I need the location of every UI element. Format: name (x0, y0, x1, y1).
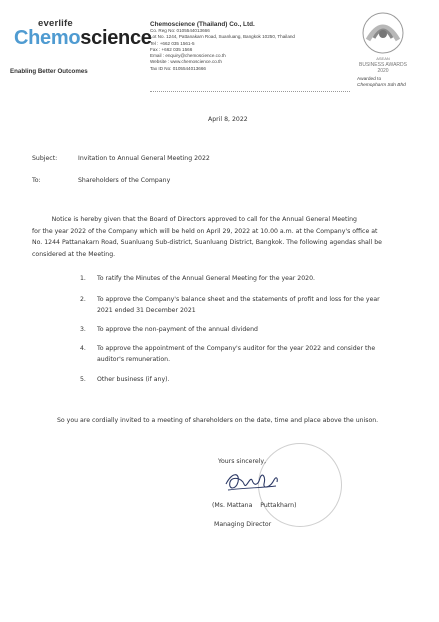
subject-label: Subject: (32, 155, 58, 162)
agenda-number: 3. (80, 326, 86, 333)
agenda-item (97, 374, 170, 385)
yours-sincerely: Yours sincerely, (218, 458, 267, 465)
logo-top-text: everlife (38, 18, 73, 29)
agenda-item-line: To ratify the Minutes of the Annual General Meeting for the year 2020. (97, 275, 315, 282)
award-emblem-icon (360, 10, 406, 56)
agenda-number: 4. (80, 345, 86, 352)
header-divider (150, 91, 350, 92)
company-tel: Tel : +662 035 1561-5 (150, 40, 195, 46)
agenda-item (97, 294, 380, 316)
award-line-2: BUSINESS AWARDS (359, 62, 407, 68)
agenda-item (97, 273, 315, 284)
award-line-1: ASEAN (376, 56, 390, 61)
award-line-3: 2020 (377, 68, 389, 74)
award-to: Awarded to (357, 77, 382, 82)
to-text: Shareholders of the Company (78, 177, 171, 184)
paragraph-line: for the year 2022 of the Company which will be held on April 29, 2022 at 10.00 a.m. at the Company's office at (32, 227, 378, 235)
agenda-item-line: To approve the Company's balance sheet and the statements of profit and loss for the year (97, 296, 380, 303)
agenda-item (97, 343, 375, 365)
agenda-item-line: auditor's remuneration. (97, 356, 171, 363)
notice-paragraph (32, 216, 410, 262)
agenda-item-line: To approve the appointment of the Company's auditor for the year 2022 and consider the (97, 345, 376, 352)
agenda-item-line: 2021 ended 31 December 2021 (97, 307, 196, 314)
company-tax-id: Tax ID No: 0105544013666 (150, 65, 206, 71)
company-fax: Fax : +662 035 1566 (150, 46, 193, 52)
logo-part2: science (80, 27, 152, 49)
letter-date: April 8, 2022 (208, 116, 248, 123)
company-website: Website : www.chemoscience.co.th (150, 59, 222, 65)
company-name: Chemoscience (Thailand) Co., Ltd. (150, 21, 255, 28)
agenda-item-line: To approve the non-payment of the annual dividend (97, 326, 258, 333)
agenda-item (97, 324, 258, 335)
award-badge (352, 10, 432, 100)
agenda-number: 2. (80, 296, 86, 303)
paragraph-line: Notice is hereby given that the Board of Directors approved to call for the Annual General Meeting (32, 216, 357, 223)
paragraph-line: considered at the Meeting. (32, 250, 116, 258)
tagline: Enabling Better Outcomes (10, 68, 88, 75)
signer-name: (Ms. Mattana Puttakharn) (212, 502, 297, 509)
agenda-number: 1. (80, 275, 86, 282)
award-company: Chemopharm Sdn Bhd (357, 83, 406, 88)
handwritten-signature-icon (222, 466, 282, 496)
company-address: Lot No. 1244, Pattanakarn Road, Suanluang, Bangkok 10250, Thailand (150, 34, 295, 40)
company-email: Email : enquiry@chemoscience.co.th (150, 53, 226, 59)
company-info (150, 21, 350, 72)
agenda-item-line: Other business (if any). (97, 376, 170, 383)
award-title (352, 56, 414, 74)
subject-text: Invitation to Annual General Meeting 2022 (78, 155, 210, 162)
closing-text: So you are cordially invited to a meeting of shareholders on the date, time and place above the unison. (57, 417, 379, 424)
logo-part1: Chemo (14, 27, 81, 49)
paragraph-line: No. 1244 Pattanakarn Road, Suanluang Sub-district, Suanluang District, Bangkok. The following agendas shall be (32, 239, 382, 247)
agenda-number: 5. (80, 376, 86, 383)
company-reg: Co. Reg No: 0105544013666 (150, 28, 210, 33)
to-label: To: (32, 177, 41, 184)
signer-title: Managing Director (214, 521, 272, 528)
logo-wordmark (14, 27, 152, 50)
